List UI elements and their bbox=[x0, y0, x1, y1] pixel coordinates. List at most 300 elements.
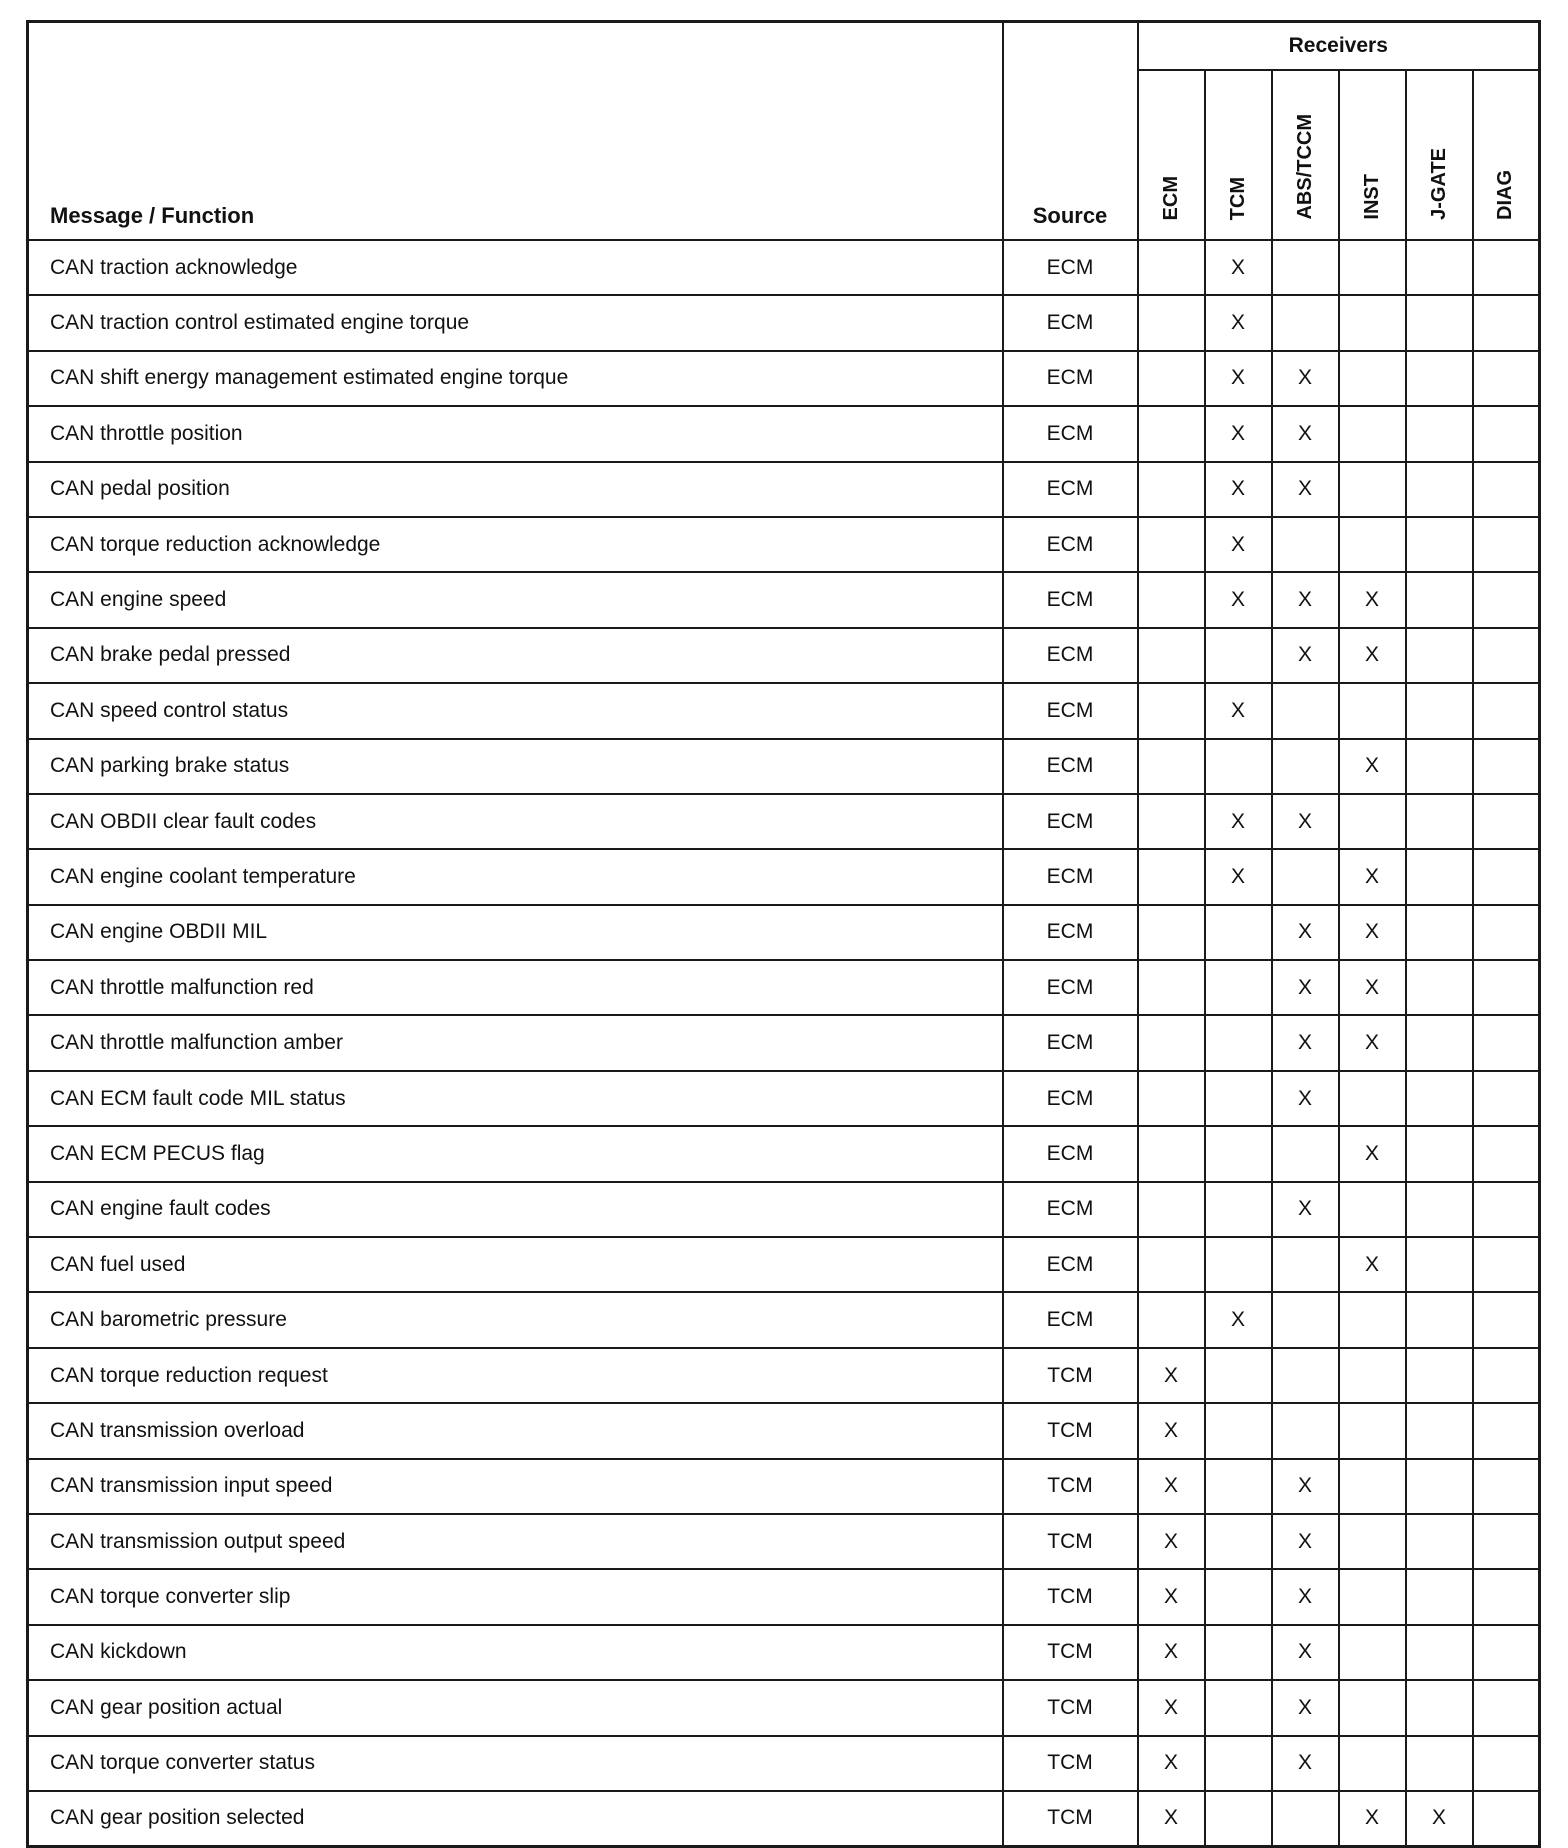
receiver-cell-tcm bbox=[1205, 1071, 1272, 1126]
receiver-cell-j-gate bbox=[1406, 1680, 1473, 1735]
receiver-cell-tcm bbox=[1205, 739, 1272, 794]
source-cell: ECM bbox=[1003, 295, 1138, 350]
receiver-cell-tcm bbox=[1205, 905, 1272, 960]
receiver-mark: X bbox=[1163, 1474, 1178, 1498]
receiver-cell-tcm bbox=[1205, 1292, 1272, 1347]
receiver-cell-abs-tccm bbox=[1272, 517, 1339, 572]
receiver-cell-inst bbox=[1339, 683, 1406, 738]
source-cell: ECM bbox=[1003, 351, 1138, 406]
table-row bbox=[28, 960, 1540, 1015]
receiver-cell-diag bbox=[1473, 1071, 1540, 1126]
receiver-cell-abs-tccm bbox=[1272, 1182, 1339, 1237]
receiver-cell-diag bbox=[1473, 406, 1540, 461]
message-cell: CAN kickdown bbox=[28, 1625, 1003, 1680]
receiver-cell-inst bbox=[1339, 351, 1406, 406]
receiver-mark: X bbox=[1230, 532, 1245, 556]
receiver-mark: X bbox=[1163, 1751, 1178, 1775]
source-column-header: Source bbox=[1003, 22, 1138, 241]
receiver-cell-tcm bbox=[1205, 794, 1272, 849]
source-cell: ECM bbox=[1003, 1292, 1138, 1347]
message-cell: CAN engine OBDII MIL bbox=[28, 905, 1003, 960]
receiver-cell-inst bbox=[1339, 1680, 1406, 1735]
receiver-cell-abs-tccm bbox=[1272, 1736, 1339, 1791]
receiver-header-abs-tccm bbox=[1272, 70, 1339, 240]
source-cell: ECM bbox=[1003, 1182, 1138, 1237]
receiver-cell-abs-tccm bbox=[1272, 351, 1339, 406]
source-cell: TCM bbox=[1003, 1403, 1138, 1458]
receiver-cell-diag bbox=[1473, 628, 1540, 683]
receiver-cell-tcm bbox=[1205, 240, 1272, 295]
receiver-cell-j-gate bbox=[1406, 1292, 1473, 1347]
receiver-mark: X bbox=[1297, 366, 1312, 390]
table-row bbox=[28, 240, 1540, 295]
receiver-cell-tcm bbox=[1205, 628, 1272, 683]
receiver-cell-abs-tccm bbox=[1272, 1292, 1339, 1347]
message-cell: CAN traction acknowledge bbox=[28, 240, 1003, 295]
source-cell: ECM bbox=[1003, 683, 1138, 738]
receiver-mark: X bbox=[1297, 477, 1312, 501]
receiver-header-j-gate bbox=[1406, 70, 1473, 240]
table-body bbox=[28, 240, 1540, 1846]
message-cell: CAN pedal position bbox=[28, 462, 1003, 517]
receiver-cell-tcm bbox=[1205, 1791, 1272, 1846]
receiver-cell-inst bbox=[1339, 849, 1406, 904]
receiver-cell-abs-tccm bbox=[1272, 905, 1339, 960]
receiver-mark: X bbox=[1230, 864, 1245, 888]
receiver-cell-j-gate bbox=[1406, 351, 1473, 406]
table-row bbox=[28, 295, 1540, 350]
receiver-cell-j-gate bbox=[1406, 1736, 1473, 1791]
receiver-cell-ecm bbox=[1138, 406, 1205, 461]
receiver-cell-j-gate bbox=[1406, 849, 1473, 904]
source-cell: ECM bbox=[1003, 240, 1138, 295]
receiver-cell-abs-tccm bbox=[1272, 1126, 1339, 1181]
receiver-cell-diag bbox=[1473, 1791, 1540, 1846]
receiver-cell-abs-tccm bbox=[1272, 1625, 1339, 1680]
table-row bbox=[28, 351, 1540, 406]
receiver-mark: X bbox=[1297, 643, 1312, 667]
message-cell: CAN engine speed bbox=[28, 572, 1003, 627]
receiver-mark: X bbox=[1364, 1252, 1379, 1276]
message-cell: CAN OBDII clear fault codes bbox=[28, 794, 1003, 849]
receiver-cell-inst bbox=[1339, 1015, 1406, 1070]
receiver-cell-tcm bbox=[1205, 295, 1272, 350]
receiver-cell-abs-tccm bbox=[1272, 1403, 1339, 1458]
message-cell: CAN speed control status bbox=[28, 683, 1003, 738]
receiver-cell-ecm bbox=[1138, 1348, 1205, 1403]
receiver-cell-tcm bbox=[1205, 517, 1272, 572]
receiver-cell-diag bbox=[1473, 462, 1540, 517]
receiver-cell-diag bbox=[1473, 683, 1540, 738]
receiver-mark: X bbox=[1163, 1529, 1178, 1553]
receiver-cell-abs-tccm bbox=[1272, 1459, 1339, 1514]
receiver-cell-abs-tccm bbox=[1272, 295, 1339, 350]
receiver-header-ecm bbox=[1138, 70, 1205, 240]
receiver-cell-tcm bbox=[1205, 406, 1272, 461]
receiver-cell-inst bbox=[1339, 628, 1406, 683]
message-cell: CAN fuel used bbox=[28, 1237, 1003, 1292]
receiver-cell-inst bbox=[1339, 572, 1406, 627]
receiver-mark: X bbox=[1163, 1585, 1178, 1609]
receiver-mark: X bbox=[1230, 1308, 1245, 1332]
source-cell: TCM bbox=[1003, 1625, 1138, 1680]
source-cell: TCM bbox=[1003, 1736, 1138, 1791]
table-row bbox=[28, 1736, 1540, 1791]
receiver-label: DIAG bbox=[1494, 170, 1517, 220]
receiver-cell-diag bbox=[1473, 849, 1540, 904]
receiver-cell-tcm bbox=[1205, 351, 1272, 406]
receiver-mark: X bbox=[1230, 366, 1245, 390]
receiver-cell-ecm bbox=[1138, 849, 1205, 904]
table-row bbox=[28, 1569, 1540, 1624]
receiver-cell-j-gate bbox=[1406, 1126, 1473, 1181]
receiver-cell-ecm bbox=[1138, 462, 1205, 517]
table-row bbox=[28, 1514, 1540, 1569]
table-row bbox=[28, 572, 1540, 627]
receiver-cell-inst bbox=[1339, 462, 1406, 517]
source-cell: ECM bbox=[1003, 1015, 1138, 1070]
message-cell: CAN torque converter slip bbox=[28, 1569, 1003, 1624]
receiver-mark: X bbox=[1297, 1751, 1312, 1775]
receiver-cell-j-gate bbox=[1406, 462, 1473, 517]
source-cell: ECM bbox=[1003, 849, 1138, 904]
receiver-label: J-GATE bbox=[1427, 148, 1450, 220]
source-cell: TCM bbox=[1003, 1791, 1138, 1846]
receiver-cell-j-gate bbox=[1406, 1182, 1473, 1237]
receiver-cell-j-gate bbox=[1406, 794, 1473, 849]
receiver-cell-inst bbox=[1339, 1736, 1406, 1791]
message-cell: CAN throttle position bbox=[28, 406, 1003, 461]
receiver-cell-diag bbox=[1473, 1459, 1540, 1514]
table-row bbox=[28, 1182, 1540, 1237]
receiver-cell-diag bbox=[1473, 794, 1540, 849]
source-cell: TCM bbox=[1003, 1348, 1138, 1403]
receiver-cell-ecm bbox=[1138, 517, 1205, 572]
receiver-cell-tcm bbox=[1205, 1182, 1272, 1237]
receiver-cell-j-gate bbox=[1406, 1015, 1473, 1070]
receiver-cell-ecm bbox=[1138, 1071, 1205, 1126]
receiver-mark: X bbox=[1297, 1529, 1312, 1553]
receiver-cell-ecm bbox=[1138, 960, 1205, 1015]
receiver-mark: X bbox=[1230, 809, 1245, 833]
source-cell: ECM bbox=[1003, 1071, 1138, 1126]
receiver-cell-inst bbox=[1339, 517, 1406, 572]
receiver-cell-abs-tccm bbox=[1272, 1015, 1339, 1070]
source-cell: ECM bbox=[1003, 739, 1138, 794]
receiver-cell-diag bbox=[1473, 960, 1540, 1015]
receiver-cell-diag bbox=[1473, 1403, 1540, 1458]
receiver-cell-ecm bbox=[1138, 1569, 1205, 1624]
table-row bbox=[28, 1459, 1540, 1514]
receiver-mark: X bbox=[1163, 1363, 1178, 1387]
message-cell: CAN transmission overload bbox=[28, 1403, 1003, 1458]
receiver-label: ECM bbox=[1159, 175, 1182, 220]
receiver-cell-diag bbox=[1473, 739, 1540, 794]
source-cell: ECM bbox=[1003, 572, 1138, 627]
receiver-cell-ecm bbox=[1138, 1625, 1205, 1680]
receiver-mark: X bbox=[1364, 920, 1379, 944]
receiver-cell-diag bbox=[1473, 1015, 1540, 1070]
table-row bbox=[28, 517, 1540, 572]
receiver-cell-diag bbox=[1473, 1569, 1540, 1624]
receiver-header-diag bbox=[1473, 70, 1540, 240]
receiver-cell-abs-tccm bbox=[1272, 1514, 1339, 1569]
receiver-cell-ecm bbox=[1138, 794, 1205, 849]
receiver-cell-ecm bbox=[1138, 1459, 1205, 1514]
message-cell: CAN throttle malfunction amber bbox=[28, 1015, 1003, 1070]
receiver-cell-inst bbox=[1339, 1791, 1406, 1846]
receiver-mark: X bbox=[1297, 1086, 1312, 1110]
receiver-cell-tcm bbox=[1205, 683, 1272, 738]
receiver-cell-ecm bbox=[1138, 1791, 1205, 1846]
table-row bbox=[28, 1015, 1540, 1070]
receiver-cell-inst bbox=[1339, 1071, 1406, 1126]
message-cell: CAN engine coolant temperature bbox=[28, 849, 1003, 904]
message-cell: CAN traction control estimated engine torque bbox=[28, 295, 1003, 350]
receiver-cell-j-gate bbox=[1406, 517, 1473, 572]
table-row bbox=[28, 1237, 1540, 1292]
receiver-cell-abs-tccm bbox=[1272, 1680, 1339, 1735]
table-row bbox=[28, 905, 1540, 960]
table-row bbox=[28, 1680, 1540, 1735]
receiver-label: TCM bbox=[1226, 176, 1249, 220]
message-cell: CAN transmission input speed bbox=[28, 1459, 1003, 1514]
can-message-table bbox=[26, 20, 1541, 1848]
receiver-mark: X bbox=[1163, 1418, 1178, 1442]
receiver-cell-ecm bbox=[1138, 240, 1205, 295]
table-row bbox=[28, 1403, 1540, 1458]
source-cell: ECM bbox=[1003, 406, 1138, 461]
receiver-cell-inst bbox=[1339, 295, 1406, 350]
receiver-cell-diag bbox=[1473, 1182, 1540, 1237]
receiver-cell-tcm bbox=[1205, 1625, 1272, 1680]
receiver-mark: X bbox=[1364, 643, 1379, 667]
receiver-cell-abs-tccm bbox=[1272, 628, 1339, 683]
receiver-mark: X bbox=[1364, 1031, 1379, 1055]
receiver-cell-inst bbox=[1339, 1514, 1406, 1569]
receiver-mark: X bbox=[1230, 698, 1245, 722]
receiver-cell-inst bbox=[1339, 1459, 1406, 1514]
source-cell: ECM bbox=[1003, 1126, 1138, 1181]
receiver-cell-diag bbox=[1473, 240, 1540, 295]
receiver-cell-abs-tccm bbox=[1272, 683, 1339, 738]
receiver-cell-tcm bbox=[1205, 572, 1272, 627]
receivers-group-header: Receivers bbox=[1138, 22, 1540, 71]
source-cell: ECM bbox=[1003, 905, 1138, 960]
receiver-cell-inst bbox=[1339, 905, 1406, 960]
receiver-cell-diag bbox=[1473, 1625, 1540, 1680]
receiver-cell-abs-tccm bbox=[1272, 739, 1339, 794]
receiver-mark: X bbox=[1297, 588, 1312, 612]
receiver-mark: X bbox=[1297, 1640, 1312, 1664]
receiver-cell-j-gate bbox=[1406, 628, 1473, 683]
receiver-mark: X bbox=[1431, 1806, 1446, 1830]
message-cell: CAN ECM fault code MIL status bbox=[28, 1071, 1003, 1126]
message-column-header: Message / Function bbox=[28, 22, 1003, 241]
source-cell: ECM bbox=[1003, 462, 1138, 517]
receiver-cell-inst bbox=[1339, 739, 1406, 794]
receiver-cell-diag bbox=[1473, 1126, 1540, 1181]
table-row bbox=[28, 628, 1540, 683]
message-cell: CAN brake pedal pressed bbox=[28, 628, 1003, 683]
source-cell: ECM bbox=[1003, 628, 1138, 683]
source-cell: ECM bbox=[1003, 517, 1138, 572]
receiver-mark: X bbox=[1297, 1585, 1312, 1609]
receiver-cell-j-gate bbox=[1406, 1569, 1473, 1624]
receiver-cell-inst bbox=[1339, 794, 1406, 849]
table-row bbox=[28, 1348, 1540, 1403]
receiver-cell-j-gate bbox=[1406, 1791, 1473, 1846]
receiver-cell-ecm bbox=[1138, 1736, 1205, 1791]
receiver-cell-abs-tccm bbox=[1272, 1348, 1339, 1403]
message-cell: CAN torque reduction request bbox=[28, 1348, 1003, 1403]
message-cell: CAN throttle malfunction red bbox=[28, 960, 1003, 1015]
source-cell: ECM bbox=[1003, 960, 1138, 1015]
receiver-cell-diag bbox=[1473, 1514, 1540, 1569]
receiver-cell-ecm bbox=[1138, 683, 1205, 738]
receiver-cell-ecm bbox=[1138, 1292, 1205, 1347]
receiver-cell-tcm bbox=[1205, 1237, 1272, 1292]
table-row bbox=[28, 1791, 1540, 1846]
receiver-cell-inst bbox=[1339, 1182, 1406, 1237]
receiver-cell-ecm bbox=[1138, 295, 1205, 350]
receiver-mark: X bbox=[1230, 477, 1245, 501]
message-cell: CAN torque reduction acknowledge bbox=[28, 517, 1003, 572]
receiver-cell-j-gate bbox=[1406, 1348, 1473, 1403]
receiver-cell-diag bbox=[1473, 1348, 1540, 1403]
source-cell: TCM bbox=[1003, 1514, 1138, 1569]
receiver-mark: X bbox=[1297, 809, 1312, 833]
receiver-cell-abs-tccm bbox=[1272, 240, 1339, 295]
source-cell: TCM bbox=[1003, 1680, 1138, 1735]
receiver-cell-tcm bbox=[1205, 1736, 1272, 1791]
receiver-cell-tcm bbox=[1205, 462, 1272, 517]
receiver-cell-inst bbox=[1339, 406, 1406, 461]
receiver-cell-tcm bbox=[1205, 849, 1272, 904]
receiver-cell-abs-tccm bbox=[1272, 1237, 1339, 1292]
receiver-cell-tcm bbox=[1205, 1459, 1272, 1514]
receiver-cell-ecm bbox=[1138, 739, 1205, 794]
receiver-cell-abs-tccm bbox=[1272, 406, 1339, 461]
receiver-cell-abs-tccm bbox=[1272, 1071, 1339, 1126]
message-cell: CAN engine fault codes bbox=[28, 1182, 1003, 1237]
receiver-cell-diag bbox=[1473, 351, 1540, 406]
receiver-cell-inst bbox=[1339, 1237, 1406, 1292]
receiver-cell-tcm bbox=[1205, 1569, 1272, 1624]
receiver-cell-j-gate bbox=[1406, 1459, 1473, 1514]
message-cell: CAN gear position selected bbox=[28, 1791, 1003, 1846]
message-cell: CAN ECM PECUS flag bbox=[28, 1126, 1003, 1181]
table-row bbox=[28, 1071, 1540, 1126]
receiver-cell-abs-tccm bbox=[1272, 960, 1339, 1015]
receiver-cell-tcm bbox=[1205, 960, 1272, 1015]
table-row bbox=[28, 1126, 1540, 1181]
message-cell: CAN torque converter status bbox=[28, 1736, 1003, 1791]
receiver-cell-diag bbox=[1473, 1292, 1540, 1347]
receiver-cell-ecm bbox=[1138, 1237, 1205, 1292]
receiver-mark: X bbox=[1163, 1640, 1178, 1664]
receiver-cell-j-gate bbox=[1406, 905, 1473, 960]
receiver-cell-j-gate bbox=[1406, 1514, 1473, 1569]
table-row bbox=[28, 462, 1540, 517]
table-row bbox=[28, 794, 1540, 849]
receiver-cell-j-gate bbox=[1406, 960, 1473, 1015]
receiver-header-inst bbox=[1339, 70, 1406, 240]
receiver-cell-inst bbox=[1339, 240, 1406, 295]
source-cell: TCM bbox=[1003, 1459, 1138, 1514]
receiver-mark: X bbox=[1364, 1806, 1379, 1830]
receiver-mark: X bbox=[1163, 1806, 1178, 1830]
receiver-mark: X bbox=[1297, 1695, 1312, 1719]
receiver-cell-j-gate bbox=[1406, 1625, 1473, 1680]
receiver-mark: X bbox=[1364, 1141, 1379, 1165]
source-cell: ECM bbox=[1003, 1237, 1138, 1292]
message-cell: CAN transmission output speed bbox=[28, 1514, 1003, 1569]
receiver-mark: X bbox=[1364, 864, 1379, 888]
receiver-cell-abs-tccm bbox=[1272, 572, 1339, 627]
receiver-cell-ecm bbox=[1138, 1403, 1205, 1458]
receiver-cell-inst bbox=[1339, 1625, 1406, 1680]
message-cell: CAN gear position actual bbox=[28, 1680, 1003, 1735]
receiver-cell-inst bbox=[1339, 1126, 1406, 1181]
receiver-cell-j-gate bbox=[1406, 1237, 1473, 1292]
source-cell: TCM bbox=[1003, 1569, 1138, 1624]
table-row bbox=[28, 1292, 1540, 1347]
receiver-mark: X bbox=[1297, 421, 1312, 445]
receiver-cell-abs-tccm bbox=[1272, 1569, 1339, 1624]
table-row bbox=[28, 849, 1540, 904]
receiver-cell-j-gate bbox=[1406, 1403, 1473, 1458]
table-row bbox=[28, 683, 1540, 738]
receiver-cell-ecm bbox=[1138, 351, 1205, 406]
receiver-cell-inst bbox=[1339, 1348, 1406, 1403]
table-row bbox=[28, 406, 1540, 461]
table-header bbox=[28, 22, 1540, 241]
receiver-mark: X bbox=[1230, 255, 1245, 279]
receiver-cell-abs-tccm bbox=[1272, 794, 1339, 849]
receiver-cell-diag bbox=[1473, 517, 1540, 572]
receiver-cell-abs-tccm bbox=[1272, 849, 1339, 904]
receiver-cell-diag bbox=[1473, 905, 1540, 960]
receiver-label: INST bbox=[1360, 174, 1383, 220]
receiver-cell-j-gate bbox=[1406, 295, 1473, 350]
receiver-cell-diag bbox=[1473, 1680, 1540, 1735]
receiver-cell-ecm bbox=[1138, 1680, 1205, 1735]
receiver-mark: X bbox=[1297, 1197, 1312, 1221]
receiver-mark: X bbox=[1230, 588, 1245, 612]
receiver-cell-j-gate bbox=[1406, 240, 1473, 295]
message-cell: CAN parking brake status bbox=[28, 739, 1003, 794]
receiver-cell-diag bbox=[1473, 295, 1540, 350]
receiver-cell-tcm bbox=[1205, 1403, 1272, 1458]
receiver-cell-ecm bbox=[1138, 1182, 1205, 1237]
receiver-cell-ecm bbox=[1138, 1126, 1205, 1181]
receiver-cell-j-gate bbox=[1406, 572, 1473, 627]
receiver-mark: X bbox=[1297, 1474, 1312, 1498]
message-cell: CAN shift energy management estimated engine torque bbox=[28, 351, 1003, 406]
receiver-cell-diag bbox=[1473, 1736, 1540, 1791]
table-row bbox=[28, 1625, 1540, 1680]
receiver-cell-tcm bbox=[1205, 1126, 1272, 1181]
receiver-cell-tcm bbox=[1205, 1680, 1272, 1735]
receiver-cell-j-gate bbox=[1406, 683, 1473, 738]
receiver-mark: X bbox=[1364, 975, 1379, 999]
receiver-cell-ecm bbox=[1138, 572, 1205, 627]
table-row bbox=[28, 739, 1540, 794]
receiver-cell-ecm bbox=[1138, 1015, 1205, 1070]
receiver-cell-inst bbox=[1339, 1569, 1406, 1624]
receiver-cell-j-gate bbox=[1406, 739, 1473, 794]
